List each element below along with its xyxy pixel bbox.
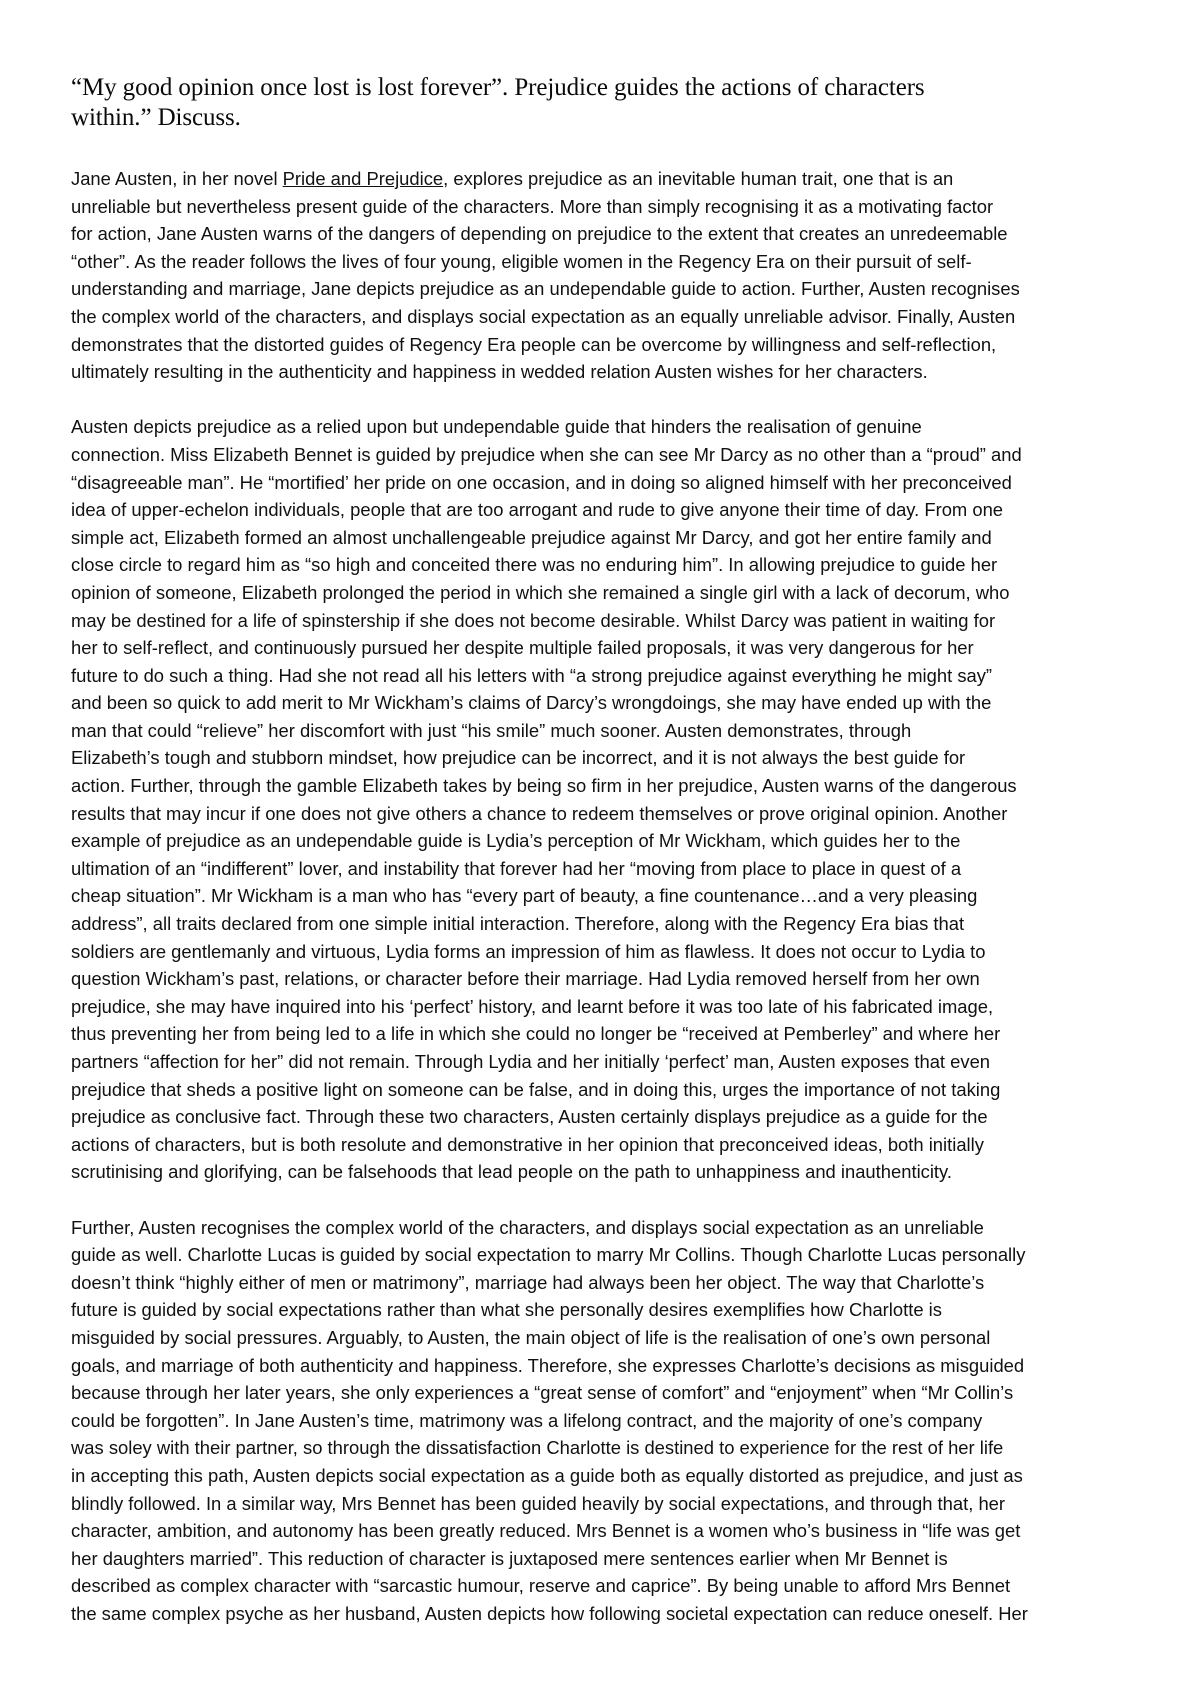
- paragraph-line: for action, Jane Austen warns of the dangers of depending on prejudice to the extent that creates an unredeemable: [71, 223, 1008, 245]
- paragraph-line: future is guided by social expectations rather than what she personally desires exemplifies how Charlotte is: [71, 1299, 942, 1321]
- paragraph-line: man that could “relieve” her discomfort with just “his smile” much sooner. Austen demonstrates, through: [71, 719, 912, 741]
- social-expectation-paragraph: [71, 1214, 1133, 1628]
- paragraph-line: goals, and marriage of both authenticity and happiness. Therefore, she expresses Charlotte’s decisions as misguided: [71, 1354, 1025, 1376]
- essay-body: [71, 165, 1133, 1655]
- paragraph-line: Further, Austen recognises the complex world of the characters, and displays social expectation as an unreliable: [71, 1216, 984, 1238]
- paragraph-line: the complex world of the characters, and displays social expectation as an equally unreliable advisor. Finally, Austen: [71, 305, 1016, 327]
- paragraph-line: close circle to regard him as “so high and conceited there was no enduring him”. In allowing prejudice to guide her: [71, 554, 998, 576]
- paragraph-line: prejudice that sheds a positive light on someone can be false, and in doing this, urges the importance of not taking: [71, 1078, 1001, 1100]
- paragraph-line: simple act, Elizabeth formed an almost unchallengeable prejudice against Mr Darcy, and got her entire family and: [71, 526, 992, 548]
- prejudice-paragraph: [71, 413, 1133, 1186]
- paragraph-line: action. Further, through the gamble Elizabeth takes by being so firm in her prejudice, Austen warns of the dangerous: [71, 775, 1017, 797]
- paragraph-line: described as complex character with “sarcastic humour, reserve and caprice”. By being unable to afford Mrs Bennet: [71, 1575, 1011, 1597]
- paragraph-line: prejudice, she may have inquired into his ‘perfect’ history, and learnt before it was too late of his fabricated image,: [71, 995, 994, 1017]
- paragraph-line: Elizabeth’s tough and stubborn mindset, how prejudice can be incorrect, and it is not always the best guide for: [71, 747, 966, 769]
- paragraph-line: was soley with their partner, so through the dissatisfaction Charlotte is destined to experience for the rest of her life: [71, 1437, 1004, 1459]
- paragraph-line: may be destined for a life of spinstership if she does not become desirable. Whilst Darcy was patient in waiting for: [71, 609, 996, 631]
- essay-title: [71, 73, 1131, 133]
- paragraph-line: blindly followed. In a similar way, Mrs Bennet has been guided heavily by social expectations, and through that, her: [71, 1492, 1006, 1514]
- paragraph-line: misguided by social pressures. Arguably, to Austen, the main object of life is the realisation of one’s own personal: [71, 1326, 991, 1348]
- paragraph-line: future to do such a thing. Had she not read all his letters with “a strong prejudice against everything he might say”: [71, 664, 993, 686]
- paragraph-line: her daughters married”. This reduction of character is juxtaposed mere sentences earlier when Mr Bennet is: [71, 1547, 948, 1569]
- paragraph-line: “other”. As the reader follows the lives of four young, eligible women in the Regency Era on their pursuit of self-: [71, 250, 972, 272]
- paragraph-line: and been so quick to add merit to Mr Wickham’s claims of Darcy’s wrongdoings, she may have ended up with the: [71, 692, 992, 714]
- paragraph-line: unreliable but nevertheless present guide of the characters. More than simply recognising it as a motivating factor: [71, 195, 994, 217]
- paragraph-line: [71, 165, 1133, 193]
- intro-text: , explores prejudice as an inevitable human trait, one that is an: [443, 168, 954, 189]
- paragraph-line: example of prejudice as an undependable guide is Lydia’s perception of Mr Wickham, which guides her to the: [71, 830, 961, 852]
- paragraph-line: doesn’t think “highly either of men or matrimony”, marriage had always been her object. The way that Charlotte’s: [71, 1271, 985, 1293]
- title-line: within.” Discuss.: [71, 104, 241, 131]
- paragraph-line: could be forgotten”. In Jane Austen’s time, matrimony was a lifelong contract, and the majority of one’s company: [71, 1409, 983, 1431]
- paragraph-line: soldiers are gentlemanly and virtuous, Lydia forms an impression of him as flawless. It does not occur to Lydia to: [71, 940, 986, 962]
- novel-title: Pride and Prejudice: [282, 168, 444, 189]
- paragraph-line: prejudice as conclusive fact. Through these two characters, Austen certainly displays prejudice as a guide for the: [71, 1106, 988, 1128]
- paragraph-line: in accepting this path, Austen depicts social expectation as a guide both as equally distorted as prejudice, and just as: [71, 1464, 1023, 1486]
- paragraph-line: scrutinising and glorifying, can be falsehoods that lead people on the path to unhappiness and inauthenticity.: [71, 1161, 952, 1183]
- paragraph-line: idea of upper-echelon individuals, people that are too arrogant and rude to give anyone their time of day. From one: [71, 499, 1004, 521]
- paragraph-line: her to self-reflect, and continuously pursued her despite multiple failed proposals, it was very dangerous for her: [71, 637, 974, 659]
- paragraph-line: opinion of someone, Elizabeth prolonged the period in which she remained a single girl with a lack of decorum, who: [71, 581, 1010, 603]
- paragraph-line: character, ambition, and autonomy has been greatly reduced. Mrs Bennet is a women who’s business in “life was get: [71, 1520, 1021, 1542]
- paragraph-line: because through her later years, she only experiences a “great sense of comfort” and “enjoyment” when “Mr Collin’s: [71, 1382, 1014, 1404]
- intro-text: Jane Austen, in her novel: [71, 168, 283, 189]
- paragraph-line: partners “affection for her” did not remain. Through Lydia and her initially ‘perfect’ man, Austen exposes that even: [71, 1051, 991, 1072]
- paragraph-line: question Wickham’s past, relations, or character before their marriage. Had Lydia removed herself from her own: [71, 968, 980, 990]
- paragraph-line: connection. Miss Elizabeth Bennet is guided by prejudice when she can see Mr Darcy as no other than a “proud” and: [71, 443, 1022, 465]
- paragraph-line: actions of characters, but is both resolute and demonstrative in her opinion that preconceived ideas, both initially: [71, 1133, 984, 1155]
- paragraph-line: guide as well. Charlotte Lucas is guided by social expectation to marry Mr Collins. Though Charlotte Lucas personally: [71, 1244, 1026, 1266]
- intro-paragraph: [71, 165, 1133, 386]
- paragraph-line: cheap situation”. Mr Wickham is a man who has “every part of beauty, a fine countenance…and a very pleasing: [71, 885, 978, 907]
- paragraph-line: ultimation of an “indifferent” lover, and instability that forever had her “moving from place to place in quest of a: [71, 857, 962, 879]
- paragraph-line: thus preventing her from being led to a life in which she could no longer be “received at Pemberley” and where her: [71, 1023, 1001, 1045]
- title-line: “My good opinion once lost is lost forever”. Prejudice guides the actions of characters: [71, 74, 925, 101]
- paragraph-line: address”, all traits declared from one simple initial interaction. Therefore, along with the Regency Era bias that: [71, 913, 965, 935]
- paragraph-line: the same complex psyche as her husband, Austen depicts how following societal expectation can reduce oneself. Her: [71, 1602, 1028, 1624]
- paragraph-line: ultimately resulting in the authenticity and happiness in wedded relation Austen wishes for her characters.: [71, 361, 928, 383]
- paragraph-line: results that may incur if one does not give others a chance to redeem themselves or prove original opinion. Another: [71, 802, 1008, 824]
- paragraph-line: understanding and marriage, Jane depicts prejudice as an undependable guide to action. Further, Austen recognises: [71, 278, 1020, 300]
- paragraph-line: Austen depicts prejudice as a relied upon but undependable guide that hinders the realisation of genuine: [71, 416, 922, 438]
- paragraph-line: demonstrates that the distorted guides of Regency Era people can be overcome by willingness and self-reflection,: [71, 333, 997, 355]
- paragraph-line: “disagreeable man”. He “mortified’ her pride on one occasion, and in doing so aligned himself with her preconceived: [71, 471, 1012, 493]
